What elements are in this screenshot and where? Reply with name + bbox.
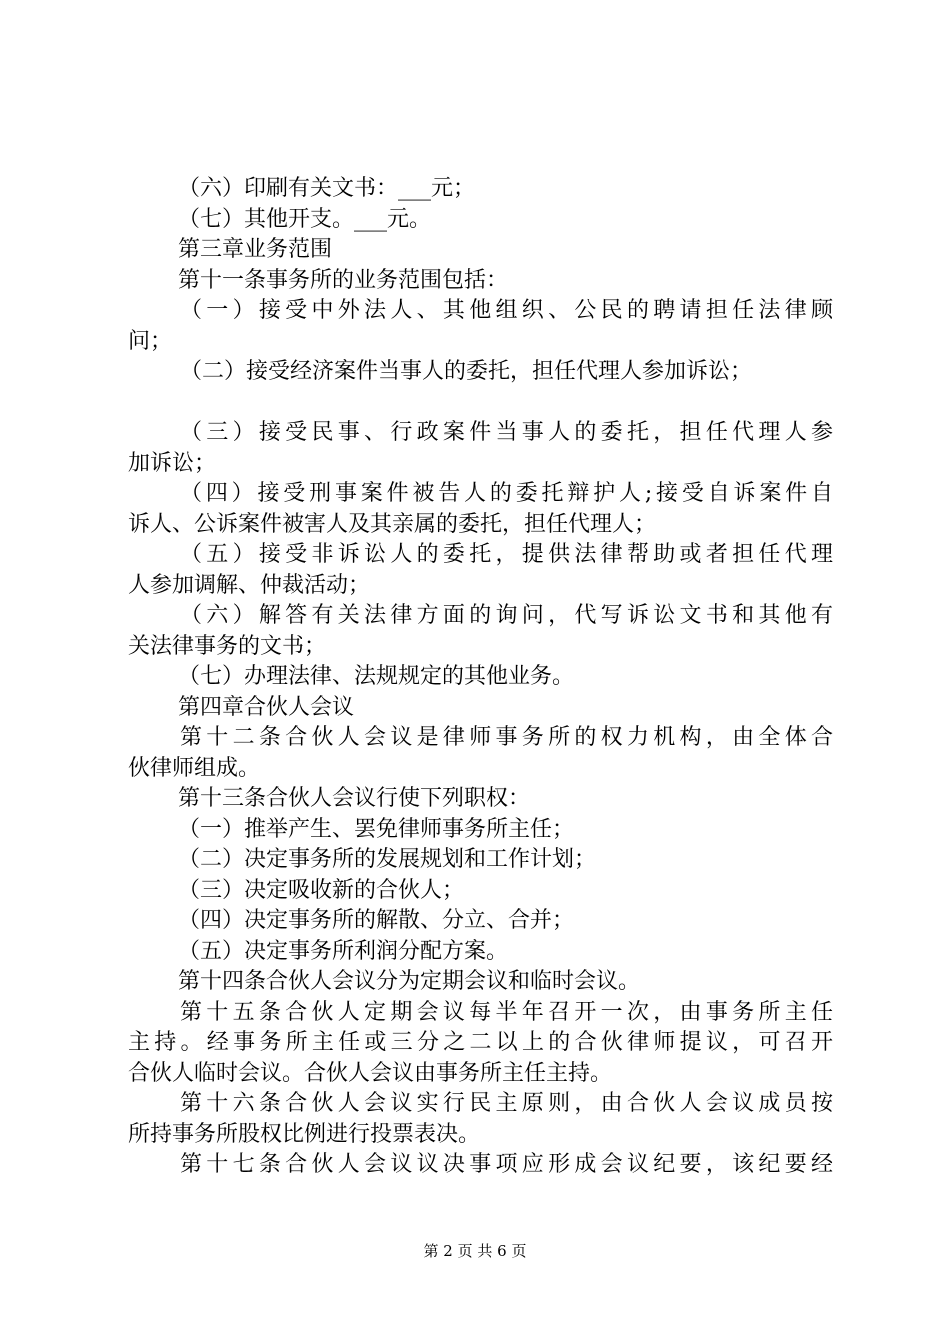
text-line: （五）接受非诉讼人的委托，提供法律帮助或者担任代理: [180, 542, 833, 567]
text-line: （四）接受刑事案件被告人的委托辩护人;接受自诉案件自: [180, 481, 833, 506]
text-line: 第十三条合伙人会议行使下列职权：: [178, 786, 531, 811]
text-line: 诉人、公诉案件被害人及其亲属的委托，担任代理人；: [128, 511, 657, 537]
text-line: 第十二条合伙人会议是律师事务所的权力机构，由全体合: [180, 725, 833, 750]
text-line: （七）其他开支。___元。: [178, 206, 432, 232]
text-line: 第十七条合伙人会议议决事项应形成会议纪要，该纪要经: [180, 1152, 833, 1177]
text-line: （三）决定吸收新的合伙人；: [178, 877, 465, 903]
text-line: （三）接受民事、行政案件当事人的委托，担任代理人参: [180, 420, 833, 445]
chapter-heading: 第四章合伙人会议: [178, 694, 355, 720]
text-line: 第十五条合伙人定期会议每半年召开一次，由事务所主任: [180, 999, 833, 1025]
chapter-heading: 第三章业务范围: [178, 237, 333, 262]
text-line: （六）解答有关法律方面的询问，代写诉讼文书和其他有: [180, 603, 833, 628]
text-line: （一）接受中外法人、其他组织、公民的聘请担任法律顾: [180, 298, 833, 323]
page-number: 第 2 页 共 6 页: [423, 1242, 527, 1260]
text-line: 第十一条事务所的业务范围包括：: [178, 267, 509, 293]
text-line: 关法律事务的文书；: [128, 633, 327, 659]
text-line: （四）决定事务所的解散、分立、合并；: [178, 908, 575, 933]
text-line: （二）决定事务所的发展规划和工作计划；: [178, 847, 597, 872]
text-line: 第十四条合伙人会议分为定期会议和临时会议。: [178, 969, 641, 994]
blank-line: [128, 388, 833, 419]
text-line: （五）决定事务所利润分配方案。: [178, 938, 509, 964]
text-line: 合伙人临时会议。合伙人会议由事务所主任主持。: [128, 1060, 613, 1086]
text-line: 人参加调解、仲裁活动；: [128, 572, 371, 598]
text-line: （六）印刷有关文书：___元；: [178, 176, 476, 201]
text-line: 所持事务所股权比例进行投票表决。: [128, 1121, 481, 1147]
text-line: 问；: [128, 328, 173, 354]
text-line: 第十六条合伙人会议实行民主原则，由合伙人会议成员按: [180, 1091, 833, 1116]
page-footer: [0, 1241, 950, 1261]
text-line: 伙律师组成。: [128, 755, 261, 781]
text-line: （二）接受经济案件当事人的委托，担任代理人参加诉讼；: [180, 359, 753, 384]
text-line: 加诉讼；: [128, 450, 217, 476]
text-line: 主持。经事务所主任或三分之二以上的合伙律师提议，可召开: [128, 1030, 833, 1055]
text-line: （一）推举产生、罢免律师事务所主任；: [178, 816, 575, 842]
text-line: （七）办理法律、法规规定的其他业务。: [178, 664, 575, 689]
document-body: [128, 174, 833, 1181]
